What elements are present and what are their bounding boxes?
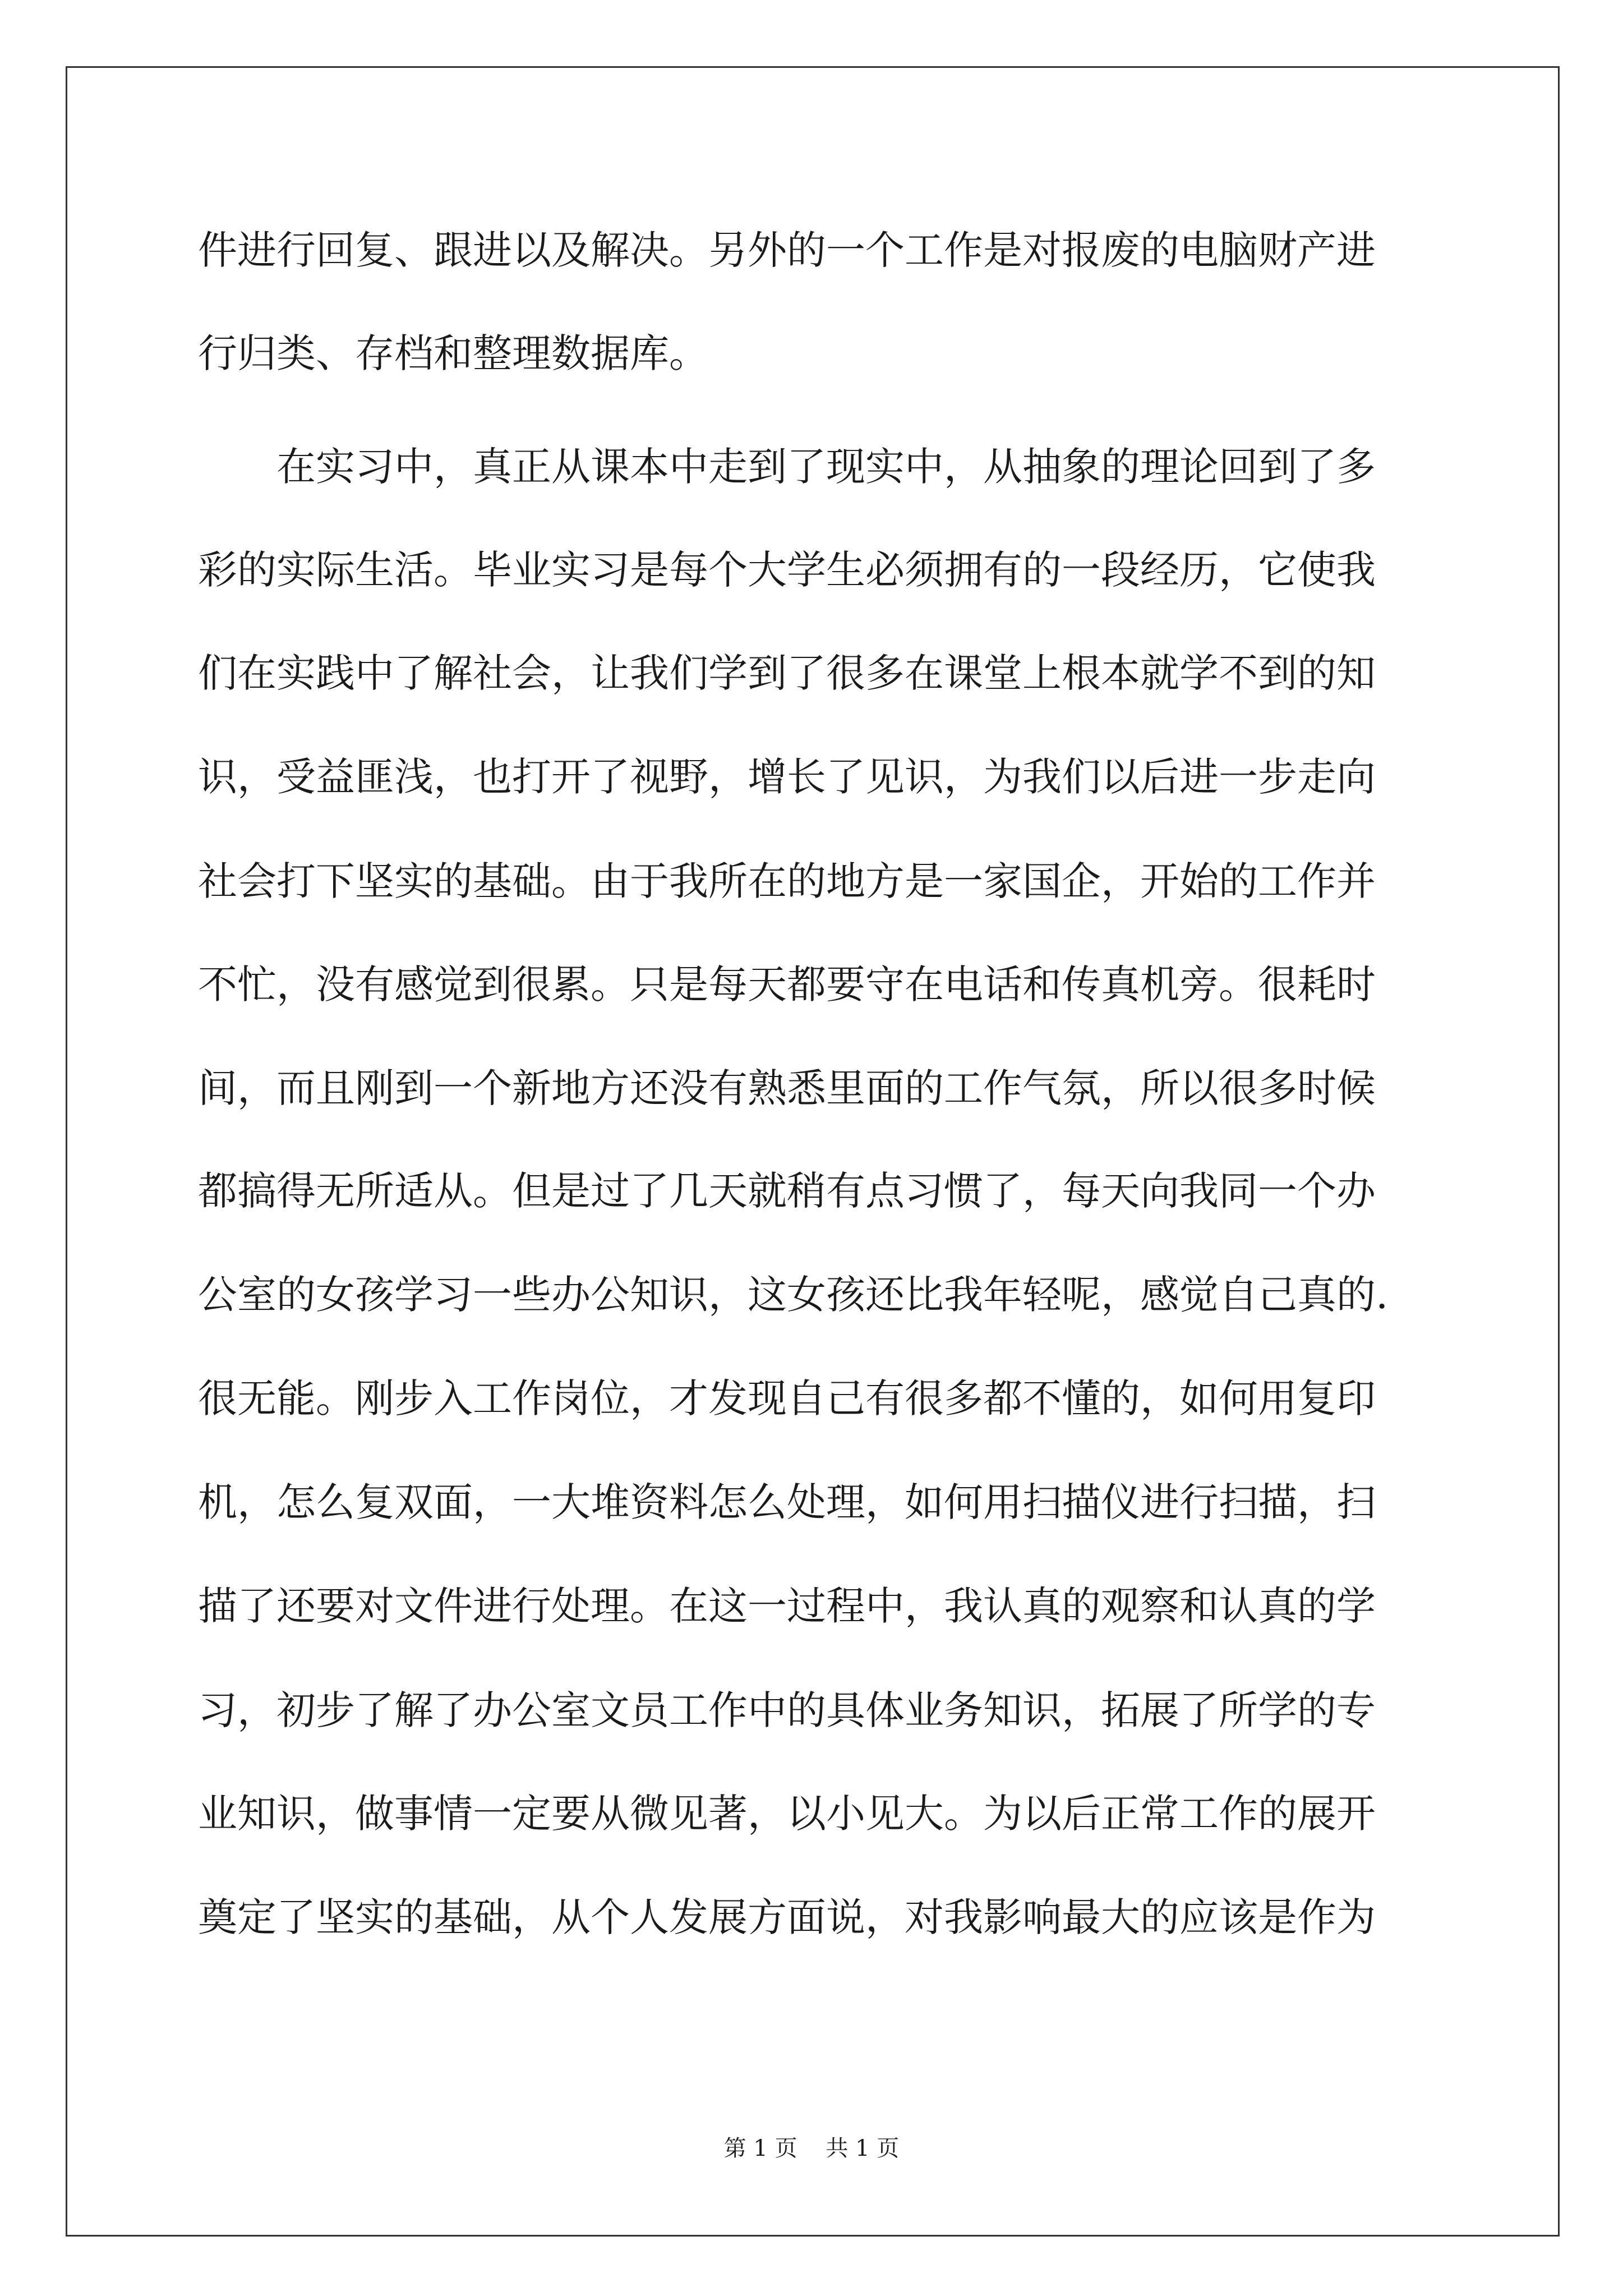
text-line: 描了还要对文件进行处理。在这一过程中，我认真的观察和认真的学: [198, 1583, 1376, 1629]
text-line: 们在实践中了解社会，让我们学到了很多在课堂上根本就学不到的知: [198, 650, 1376, 696]
text-line: 在实习中，真正从课本中走到了现实中，从抽象的理论回到了多: [276, 444, 1376, 490]
text-line: 很无能。刚步入工作岗位，才发现自己有很多都不懂的，如何用复印: [198, 1375, 1376, 1421]
text-line: 彩的实际生活。毕业实习是每个大学生必须拥有的一段经历，它使我: [198, 547, 1376, 593]
text-line: 机，怎么复双面，一大堆资料怎么处理，如何用扫描仪进行扫描，扫: [198, 1479, 1376, 1525]
text-line: 识，受益匪浅，也打开了视野，增长了见识，为我们以后进一步走向: [198, 754, 1376, 800]
text-line: 习，初步了解了办公室文员工作中的具体业务知识，拓展了所学的专: [198, 1687, 1376, 1733]
text-line: 公室的女孩学习一些办公知识，这女孩还比我年轻呢，感觉自己真的.: [198, 1272, 1389, 1318]
page-number-footer: 第 1 页 共 1 页: [723, 2136, 900, 2161]
text-line: 行归类、存档和整理数据库。: [198, 330, 708, 376]
text-line: 件进行回复、跟进以及解决。另外的一个工作是对报废的电脑财产进: [198, 227, 1376, 273]
text-line: 都搞得无所适从。但是过了几天就稍有点习惯了，每天向我同一个办: [198, 1168, 1376, 1214]
text-line: 间，而且刚到一个新地方还没有熟悉里面的工作气氛，所以很多时候: [198, 1065, 1376, 1111]
text-line: 奠定了坚实的基础，从个人发展方面说，对我影响最大的应该是作为: [198, 1894, 1376, 1940]
text-line: 业知识，做事情一定要从微见著，以小见大。为以后正常工作的展开: [198, 1791, 1376, 1837]
text-line: 不忙，没有感觉到很累。只是每天都要守在电话和传真机旁。很耗时: [198, 961, 1376, 1007]
text-line: 社会打下坚实的基础。由于我所在的地方是一家国企，开始的工作并: [198, 858, 1376, 904]
